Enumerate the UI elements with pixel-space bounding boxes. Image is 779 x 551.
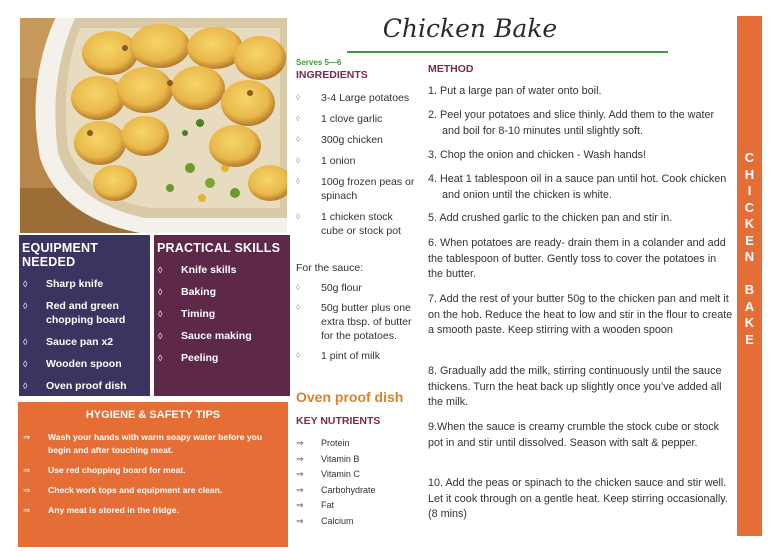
list-item: ⇒ Check work tops and equipment are clean. [23, 485, 223, 495]
title-underline [347, 51, 668, 53]
diamond-bullet-icon: ◊ [296, 156, 300, 165]
diamond-bullet-icon: ◊ [296, 135, 300, 144]
page-title: Chicken Bake [382, 14, 558, 43]
ingredients-list [296, 91, 416, 238]
list-item: ◊ Red and green chopping board [23, 300, 126, 326]
skills-title: PRACTICAL SKILLS [157, 241, 281, 255]
list-item: ◊ Sharp knife [23, 278, 104, 290]
list-item: ◊ 1 clove garlic [296, 113, 383, 125]
list-item: ◊ Oven proof dish [23, 380, 127, 392]
skills-list [154, 263, 290, 365]
arrow-bullet-icon: ⇒ [23, 505, 31, 515]
arrow-bullet-icon: ⇒ [296, 515, 304, 526]
method-step-7: 7. Add the rest of your butter 50g to the chicken pan and melt it on the hob. Reduce the heat to low and stir in the flour to create a smooth paste. Keep stirring with a wooden spoon [428, 293, 733, 336]
diamond-bullet-icon: ◊ [296, 351, 300, 360]
skills-panel [154, 235, 290, 396]
diamond-bullet-icon: ◊ [23, 279, 28, 289]
list-item: ◊ 50g flour [296, 282, 362, 294]
list-item: ◊ 3-4 Large potatoes [296, 92, 410, 104]
list-item: ◊ 300g chicken [296, 134, 383, 146]
equipment-panel [19, 235, 150, 396]
arrow-bullet-icon: ⇒ [296, 484, 304, 495]
method-step-9: 9.When the sauce is creamy crumble the stock cube or stock pot in and stir until dissolved. Season with salt & pepper. [428, 421, 720, 449]
list-item: ⇒ Vitamin B [296, 452, 416, 468]
arrow-bullet-icon: ⇒ [296, 500, 304, 510]
arrow-bullet-icon: ⇒ [23, 465, 31, 475]
list-item: ◊ 1 pint of milk [296, 350, 380, 362]
list-item: ◊ 100g frozen peas or spinach [296, 176, 415, 202]
method-step-10: 10. Add the peas or spinach to the chicken sauce and stir well. Let it cook through on a gentle heat. Keep stirring occasionally. (8 mins) [428, 477, 728, 520]
arrow-bullet-icon: ⇒ [296, 453, 304, 464]
method-step-2: 2. Peel your potatoes and slice thinly. Add them to the water and boil for 8-10 minutes until slightly soft. [428, 109, 715, 137]
list-item: ⇒ Any meat is stored in the fridge. [23, 505, 179, 515]
list-item: ◊ Peeling [158, 352, 219, 364]
list-item: ◊ Wooden spoon [23, 358, 122, 370]
arrow-bullet-icon: ⇒ [23, 432, 31, 442]
sauce-list [296, 281, 416, 363]
diamond-bullet-icon: ◊ [158, 287, 163, 297]
arrow-bullet-icon: ⇒ [296, 438, 304, 448]
hygiene-list [18, 431, 288, 517]
diamond-bullet-icon: ◊ [158, 331, 163, 341]
diamond-bullet-icon: ◊ [158, 353, 163, 363]
method-step-8: 8. Gradually add the milk, stirring continuously until the sauce thickens. Turn the heat back up slightly once you’ve added all the milk. [428, 365, 722, 408]
list-item: ◊ Sauce making [158, 330, 252, 342]
arrow-bullet-icon: ⇒ [23, 485, 31, 495]
diamond-bullet-icon: ◊ [23, 337, 28, 347]
method-step-6: 6. When potatoes are ready- drain them in a colander and add the tablespoon of butter. Gently toss to cover the potatoes in the butter. [428, 237, 726, 280]
list-item: ⇒ Protein [296, 436, 416, 452]
diamond-bullet-icon: ◊ [296, 303, 300, 312]
method-step-5: 5. Add crushed garlic to the chicken pan and stir in. [428, 212, 673, 224]
method-step-1: 1. Put a large pan of water onto boil. [428, 85, 602, 97]
list-item: ⇒ Wash your hands with warm soapy water before you begin and after touching meat. [23, 432, 263, 455]
list-item: ◊ 1 chicken stock cube or stock pot [296, 211, 401, 237]
list-item: ◊ Knife skills [158, 264, 237, 276]
list-item: ◊ 1 onion [296, 155, 356, 167]
list-item: ⇒ Fat [296, 498, 416, 514]
diamond-bullet-icon: ◊ [296, 283, 300, 292]
chicken-bake-photo [20, 18, 287, 233]
diamond-bullet-icon: ◊ [296, 93, 300, 102]
method-step-4: 4. Heat 1 tablespoon oil in a sauce pan until hot. Cook chicken and onion until the chicken is white. [428, 173, 727, 201]
list-item: ⇒ Carbohydrate [296, 483, 416, 499]
oven-dish-label: Oven proof dish [296, 389, 404, 405]
diamond-bullet-icon: ◊ [296, 177, 300, 186]
method-step-3: 3. Chop the onion and chicken - Wash hands! [428, 149, 647, 161]
diamond-bullet-icon: ◊ [296, 114, 300, 123]
method-title: METHOD [428, 63, 474, 75]
side-banner-label: C H I C K E N B A K E [744, 150, 755, 347]
diamond-bullet-icon: ◊ [23, 381, 28, 391]
arrow-bullet-icon: ⇒ [296, 469, 304, 479]
diamond-bullet-icon: ◊ [158, 265, 163, 275]
list-item: ◊ Timing [158, 308, 216, 320]
hygiene-panel [18, 402, 288, 547]
list-item: ◊ Sauce pan x2 [23, 336, 114, 348]
list-item: ⇒ Calcium [296, 514, 416, 530]
diamond-bullet-icon: ◊ [23, 301, 28, 311]
diamond-bullet-icon: ◊ [296, 212, 300, 221]
equipment-title: EQUIPMENT NEEDED [22, 241, 99, 269]
equipment-list [19, 277, 150, 393]
ingredients-title: INGREDIENTS [296, 69, 368, 81]
diamond-bullet-icon: ◊ [158, 309, 163, 319]
hygiene-title: HYGIENE & SAFETY TIPS [85, 409, 221, 421]
list-item: ◊ 50g butter plus one extra tbsp. of butter for the potatoes. [296, 302, 412, 342]
serves-label: Serves 5—6 [296, 58, 342, 67]
diamond-bullet-icon: ◊ [23, 359, 28, 369]
list-item: ⇒ Use red chopping board for meat. [23, 465, 186, 475]
nutrients-list [296, 436, 416, 529]
list-item: ◊ Baking [158, 286, 217, 298]
nutrients-title: KEY NUTRIENTS [296, 415, 381, 427]
list-item: ⇒ Vitamin C [296, 467, 416, 483]
sauce-label: For the sauce: [296, 262, 364, 274]
